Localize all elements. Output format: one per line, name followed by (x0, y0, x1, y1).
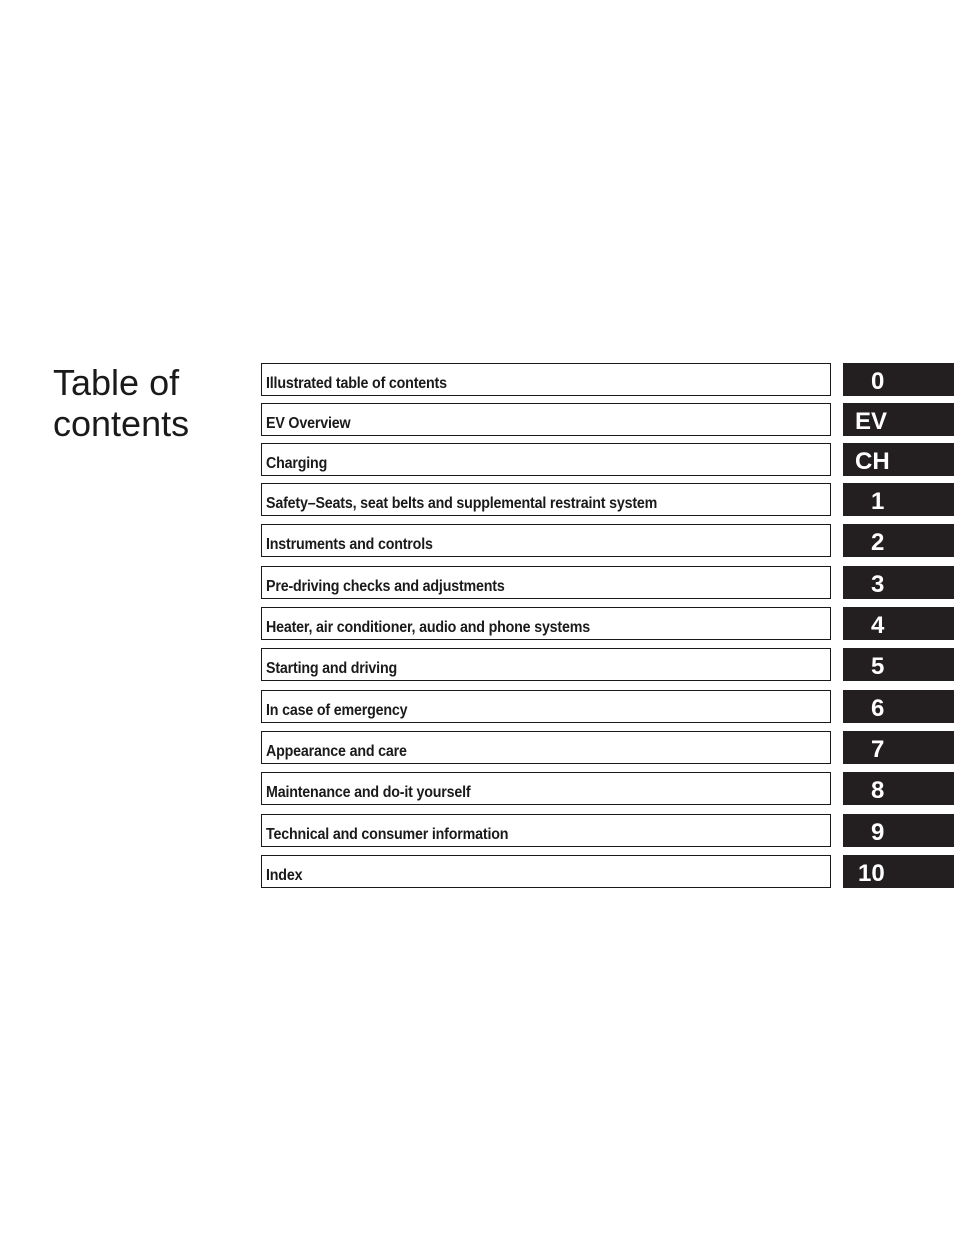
page-title-line-1: Table of (53, 362, 180, 403)
chapter-tab-7[interactable] (843, 731, 954, 764)
toc-entry-label: Charging (266, 455, 328, 472)
chapter-tab-label: 8 (871, 777, 885, 804)
chapter-tab-label: 5 (871, 653, 885, 680)
chapter-tab-label: 6 (871, 695, 885, 722)
toc-entry-ev-overview[interactable] (261, 403, 831, 436)
chapter-tab-4[interactable] (843, 607, 954, 640)
toc-entry-label: EV Overview (266, 415, 351, 432)
chapter-tab-ev[interactable] (843, 403, 954, 436)
toc-row (0, 814, 954, 848)
toc-entry-pre-driving-checks[interactable] (261, 566, 831, 599)
toc-row (0, 483, 954, 517)
toc-entry-maintenance[interactable] (261, 772, 831, 805)
chapter-tab-3[interactable] (843, 566, 954, 599)
chapter-tab-label: 7 (871, 736, 885, 763)
toc-row (0, 607, 954, 641)
toc-entry-label: Pre-driving checks and adjustments (266, 578, 505, 595)
chapter-tab-10[interactable] (843, 855, 954, 888)
toc-entry-in-case-of-emergency[interactable] (261, 690, 831, 723)
toc-entry-safety[interactable] (261, 483, 831, 516)
toc-entry-heater-audio-phone[interactable] (261, 607, 831, 640)
toc-entry-label: Index (266, 867, 303, 884)
chapter-tab-9[interactable] (843, 814, 954, 847)
chapter-tab-8[interactable] (843, 772, 954, 805)
chapter-tab-label: EV (855, 408, 888, 435)
toc-entry-illustrated-table-of-contents[interactable] (261, 363, 831, 396)
chapter-tab-label: 10 (858, 860, 885, 887)
toc-row (0, 731, 954, 765)
toc-entry-label: Illustrated table of contents (266, 375, 447, 392)
toc-row (0, 855, 954, 889)
toc-entry-label: In case of emergency (266, 702, 408, 719)
chapter-tab-label: 9 (871, 819, 885, 846)
toc-row (0, 566, 954, 600)
toc-entry-label: Maintenance and do-it yourself (266, 784, 471, 801)
chapter-tab-label: 1 (871, 488, 885, 515)
chapter-tab-ch[interactable] (843, 443, 954, 476)
toc-entry-technical-and-consumer-information[interactable] (261, 814, 831, 847)
chapter-tab-2[interactable] (843, 524, 954, 557)
toc-entry-label: Instruments and controls (266, 536, 433, 553)
chapter-tab-0[interactable] (843, 363, 954, 396)
toc-entry-index[interactable] (261, 855, 831, 888)
toc-row (0, 648, 954, 682)
page-title-line-2: contents (53, 403, 190, 444)
chapter-tab-label: 2 (871, 529, 885, 556)
toc-row (0, 690, 954, 724)
toc-row (0, 524, 954, 558)
toc-entry-charging[interactable] (261, 443, 831, 476)
toc-row (0, 443, 954, 477)
chapter-tab-6[interactable] (843, 690, 954, 723)
toc-row (0, 403, 954, 437)
chapter-tab-label: 4 (871, 612, 885, 639)
chapter-tab-1[interactable] (843, 483, 954, 516)
toc-row (0, 363, 954, 397)
toc-entry-appearance-and-care[interactable] (261, 731, 831, 764)
chapter-tab-label: 0 (871, 368, 885, 395)
toc-entry-label: Technical and consumer information (266, 826, 509, 843)
chapter-tab-label: CH (855, 448, 890, 475)
chapter-tab-5[interactable] (843, 648, 954, 681)
toc-row (0, 772, 954, 806)
chapter-tab-label: 3 (871, 571, 885, 598)
toc-entry-label: Heater, air conditioner, audio and phone systems (266, 619, 590, 636)
toc-entry-starting-and-driving[interactable] (261, 648, 831, 681)
toc-entry-label: Starting and driving (266, 660, 398, 677)
toc-entry-label: Safety–Seats, seat belts and supplemental restraint system (266, 495, 658, 512)
toc-entry-label: Appearance and care (266, 743, 407, 760)
toc-entry-instruments-and-controls[interactable] (261, 524, 831, 557)
